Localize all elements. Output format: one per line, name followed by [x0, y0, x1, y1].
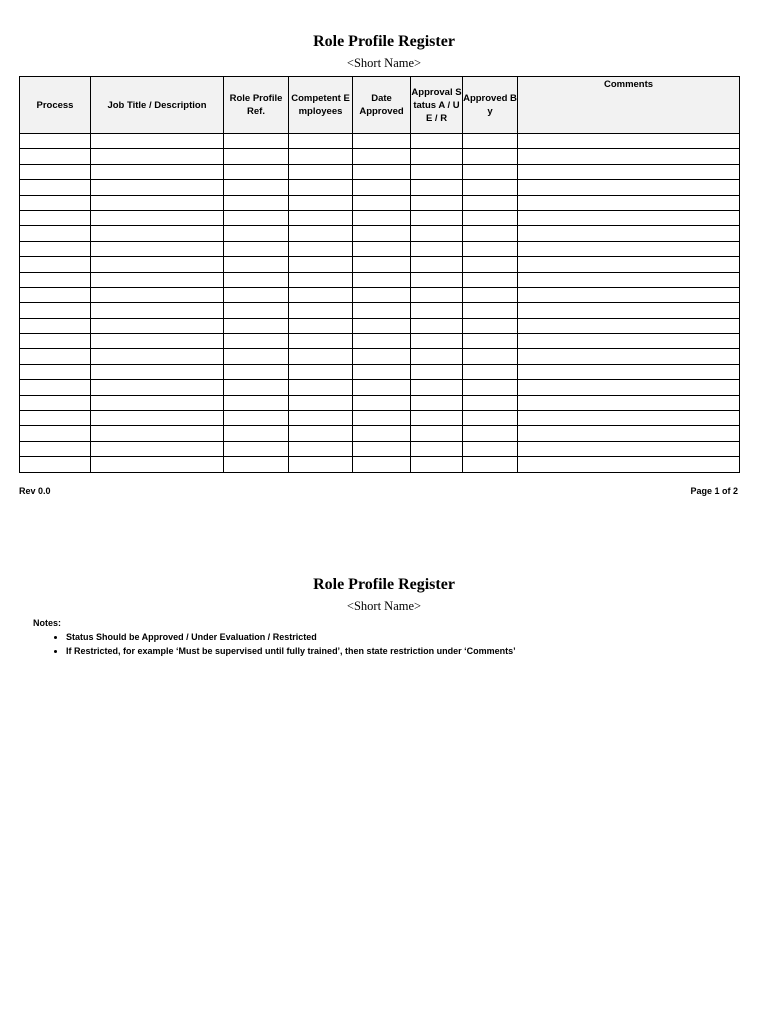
table-cell[interactable]: [20, 395, 91, 410]
table-cell[interactable]: [463, 303, 518, 318]
column-header-role-profile-ref: Role Profile Ref.: [224, 77, 289, 134]
table-cell[interactable]: [289, 134, 353, 149]
table-cell[interactable]: [518, 226, 740, 241]
table-cell[interactable]: [353, 441, 411, 456]
table-cell[interactable]: [518, 241, 740, 256]
table-cell[interactable]: [289, 195, 353, 210]
table-cell[interactable]: [91, 180, 224, 195]
table-cell[interactable]: [518, 457, 740, 472]
table-cell[interactable]: [463, 349, 518, 364]
table-cell[interactable]: [91, 411, 224, 426]
table-cell[interactable]: [411, 272, 463, 287]
table-cell[interactable]: [411, 303, 463, 318]
table-row: [20, 334, 740, 349]
table-cell[interactable]: [20, 226, 91, 241]
table-cell[interactable]: [20, 303, 91, 318]
table-cell[interactable]: [91, 395, 224, 410]
table-cell[interactable]: [91, 241, 224, 256]
table-cell[interactable]: [411, 164, 463, 179]
table-cell[interactable]: [411, 426, 463, 441]
table-row: [20, 226, 740, 241]
table-cell[interactable]: [289, 149, 353, 164]
table-row: [20, 257, 740, 272]
table-cell[interactable]: [91, 149, 224, 164]
page-number: Page 1 of 2: [690, 486, 738, 496]
table-cell[interactable]: [518, 164, 740, 179]
table-cell[interactable]: [289, 272, 353, 287]
table-cell[interactable]: [224, 441, 289, 456]
table-cell[interactable]: [463, 334, 518, 349]
table-cell[interactable]: [20, 426, 91, 441]
table-cell[interactable]: [224, 272, 289, 287]
table-cell[interactable]: [353, 210, 411, 225]
table-cell[interactable]: [20, 195, 91, 210]
table-cell[interactable]: [224, 164, 289, 179]
table-cell[interactable]: [289, 457, 353, 472]
table-cell[interactable]: [463, 457, 518, 472]
table-cell[interactable]: [353, 134, 411, 149]
table-cell[interactable]: [289, 287, 353, 302]
table-cell[interactable]: [463, 411, 518, 426]
table-cell[interactable]: [20, 441, 91, 456]
table-cell[interactable]: [463, 149, 518, 164]
table-cell[interactable]: [411, 134, 463, 149]
table-cell[interactable]: [224, 134, 289, 149]
column-header-approval-status: Approval Status A / UE / R: [411, 77, 463, 134]
table-cell[interactable]: [411, 364, 463, 379]
table-cell[interactable]: [411, 210, 463, 225]
table-cell[interactable]: [289, 318, 353, 333]
table-cell[interactable]: [91, 226, 224, 241]
table-cell[interactable]: [411, 334, 463, 349]
table-row: [20, 457, 740, 472]
table-cell[interactable]: [289, 210, 353, 225]
table-cell[interactable]: [353, 349, 411, 364]
table-cell[interactable]: [91, 364, 224, 379]
table-cell[interactable]: [518, 195, 740, 210]
table-cell[interactable]: [411, 195, 463, 210]
table-cell[interactable]: [91, 334, 224, 349]
table-cell[interactable]: [91, 380, 224, 395]
table-cell[interactable]: [224, 210, 289, 225]
table-cell[interactable]: [224, 380, 289, 395]
table-row: [20, 149, 740, 164]
table-cell[interactable]: [224, 149, 289, 164]
table-cell[interactable]: [20, 257, 91, 272]
table-cell[interactable]: [224, 303, 289, 318]
table-cell[interactable]: [289, 241, 353, 256]
table-cell[interactable]: [289, 257, 353, 272]
table-row: [20, 441, 740, 456]
table-row: [20, 164, 740, 179]
table-cell[interactable]: [353, 380, 411, 395]
table-cell[interactable]: [20, 180, 91, 195]
page-title: Role Profile Register: [313, 33, 455, 50]
table-row: [20, 287, 740, 302]
table-cell[interactable]: [20, 457, 91, 472]
table-cell[interactable]: [289, 334, 353, 349]
table-cell[interactable]: [289, 164, 353, 179]
note-item: • Status Should be Approved / Under Evaluation / Restricted: [66, 631, 746, 645]
table-cell[interactable]: [91, 272, 224, 287]
table-cell[interactable]: [91, 287, 224, 302]
table-cell[interactable]: [20, 380, 91, 395]
table-cell[interactable]: [224, 226, 289, 241]
table-cell[interactable]: [411, 226, 463, 241]
table-cell[interactable]: [20, 241, 91, 256]
table-cell[interactable]: [20, 318, 91, 333]
table-row: [20, 303, 740, 318]
table-cell[interactable]: [224, 241, 289, 256]
table-cell[interactable]: [353, 303, 411, 318]
table-cell[interactable]: [224, 395, 289, 410]
table-cell[interactable]: [411, 318, 463, 333]
table-cell[interactable]: [289, 364, 353, 379]
table-cell[interactable]: [91, 426, 224, 441]
column-header-process: Process: [20, 77, 91, 134]
table-cell[interactable]: [353, 364, 411, 379]
table-cell[interactable]: [224, 257, 289, 272]
table-cell[interactable]: [91, 164, 224, 179]
table-cell[interactable]: [91, 457, 224, 472]
table-cell[interactable]: [518, 134, 740, 149]
column-header-competent-employees: Competent Employees: [289, 77, 353, 134]
table-cell[interactable]: [353, 426, 411, 441]
table-row: [20, 318, 740, 333]
table-cell[interactable]: [289, 349, 353, 364]
table-cell[interactable]: [353, 226, 411, 241]
table-row: [20, 349, 740, 364]
notes-list: [47, 631, 746, 658]
table-cell[interactable]: [411, 287, 463, 302]
table-cell[interactable]: [20, 272, 91, 287]
table-cell[interactable]: [20, 210, 91, 225]
table-cell[interactable]: [224, 195, 289, 210]
table-cell[interactable]: [518, 411, 740, 426]
table-cell[interactable]: [463, 195, 518, 210]
table-cell[interactable]: [353, 318, 411, 333]
table-cell[interactable]: [91, 195, 224, 210]
table-cell[interactable]: [463, 318, 518, 333]
table-cell[interactable]: [91, 303, 224, 318]
table-cell[interactable]: [289, 441, 353, 456]
table-row: [20, 272, 740, 287]
note-item: • If Restricted, for example ‘Must be supervised until fully trained’, then state restriction under ‘Comments’: [66, 645, 746, 659]
table-cell[interactable]: [518, 180, 740, 195]
table-cell[interactable]: [91, 134, 224, 149]
table-cell[interactable]: [411, 380, 463, 395]
table-cell[interactable]: [353, 272, 411, 287]
notes-label: Notes:: [33, 618, 62, 628]
table-cell[interactable]: [463, 441, 518, 456]
table-cell[interactable]: [411, 149, 463, 164]
table-row: [20, 241, 740, 256]
table-cell[interactable]: [353, 195, 411, 210]
table-cell[interactable]: [411, 411, 463, 426]
table-cell[interactable]: [518, 380, 740, 395]
table-cell[interactable]: [20, 349, 91, 364]
table-cell[interactable]: [518, 149, 740, 164]
page2-title: Role Profile Register: [313, 576, 455, 593]
table-cell[interactable]: [353, 395, 411, 410]
table-cell[interactable]: [20, 364, 91, 379]
revision-label: Rev 0.0: [19, 486, 51, 496]
table-cell[interactable]: [289, 426, 353, 441]
table-cell[interactable]: [518, 441, 740, 456]
table-cell[interactable]: [411, 241, 463, 256]
table-cell[interactable]: [224, 411, 289, 426]
table-cell[interactable]: [224, 349, 289, 364]
table-cell[interactable]: [91, 257, 224, 272]
table-cell[interactable]: [353, 180, 411, 195]
table-cell[interactable]: [411, 457, 463, 472]
table-cell[interactable]: [411, 180, 463, 195]
table-cell[interactable]: [353, 149, 411, 164]
table-cell[interactable]: [91, 210, 224, 225]
table-cell[interactable]: [463, 395, 518, 410]
table-cell[interactable]: [518, 303, 740, 318]
table-cell[interactable]: [463, 210, 518, 225]
table-cell[interactable]: [463, 226, 518, 241]
table-cell[interactable]: [353, 287, 411, 302]
table-row: [20, 380, 740, 395]
table-cell[interactable]: [411, 441, 463, 456]
table-cell[interactable]: [20, 164, 91, 179]
table-cell[interactable]: [463, 241, 518, 256]
table-cell[interactable]: [463, 164, 518, 179]
table-cell[interactable]: [224, 457, 289, 472]
table-cell[interactable]: [518, 257, 740, 272]
table-cell[interactable]: [463, 380, 518, 395]
table-cell[interactable]: [463, 134, 518, 149]
table-row: [20, 180, 740, 195]
table-cell[interactable]: [224, 287, 289, 302]
table-cell[interactable]: [518, 318, 740, 333]
table-cell[interactable]: [353, 257, 411, 272]
table-cell[interactable]: [289, 226, 353, 241]
table-cell[interactable]: [518, 334, 740, 349]
table-cell[interactable]: [91, 349, 224, 364]
table-cell[interactable]: [289, 411, 353, 426]
table-cell[interactable]: [353, 457, 411, 472]
table-cell[interactable]: [224, 334, 289, 349]
page-subtitle: <Short Name>: [346, 56, 422, 70]
table-cell[interactable]: [289, 395, 353, 410]
table-row: [20, 364, 740, 379]
table-cell[interactable]: [224, 318, 289, 333]
table-cell[interactable]: [463, 180, 518, 195]
table-cell[interactable]: [411, 349, 463, 364]
table-cell[interactable]: [411, 257, 463, 272]
table-row: [20, 195, 740, 210]
table-cell[interactable]: [518, 210, 740, 225]
table-cell[interactable]: [353, 241, 411, 256]
table-cell[interactable]: [463, 257, 518, 272]
table-cell[interactable]: [353, 164, 411, 179]
table-cell[interactable]: [224, 426, 289, 441]
table-cell[interactable]: [518, 426, 740, 441]
table-cell[interactable]: [353, 411, 411, 426]
table-cell[interactable]: [518, 287, 740, 302]
table-cell[interactable]: [20, 411, 91, 426]
table-cell[interactable]: [91, 441, 224, 456]
column-header-date-approved: Date Approved: [353, 77, 411, 134]
table-cell[interactable]: [289, 180, 353, 195]
table-row: [20, 411, 740, 426]
table-cell[interactable]: [289, 380, 353, 395]
table-row: [20, 395, 740, 410]
table-cell[interactable]: [224, 180, 289, 195]
table-cell[interactable]: [518, 349, 740, 364]
page2-subtitle: <Short Name>: [346, 599, 422, 613]
table-cell[interactable]: [289, 303, 353, 318]
column-header-job-title: Job Title / Description: [91, 77, 224, 134]
table-cell[interactable]: [463, 272, 518, 287]
table-row: [20, 210, 740, 225]
table-cell[interactable]: [518, 272, 740, 287]
table-cell[interactable]: [20, 287, 91, 302]
table-cell[interactable]: [20, 134, 91, 149]
table-cell[interactable]: [91, 318, 224, 333]
table-cell[interactable]: [20, 334, 91, 349]
table-row: [20, 134, 740, 149]
table-cell[interactable]: [411, 395, 463, 410]
table-cell[interactable]: [463, 364, 518, 379]
table-cell[interactable]: [20, 149, 91, 164]
table-cell[interactable]: [463, 287, 518, 302]
role-profile-table: [19, 76, 740, 473]
table-cell[interactable]: [353, 334, 411, 349]
column-header-comments: Comments: [518, 77, 740, 134]
table-row: [20, 426, 740, 441]
column-header-approved-by: Approved By: [463, 77, 518, 134]
table-cell[interactable]: [518, 364, 740, 379]
table-cell[interactable]: [463, 426, 518, 441]
table-cell[interactable]: [224, 364, 289, 379]
table-header-row: [20, 77, 740, 134]
table-cell[interactable]: [518, 395, 740, 410]
